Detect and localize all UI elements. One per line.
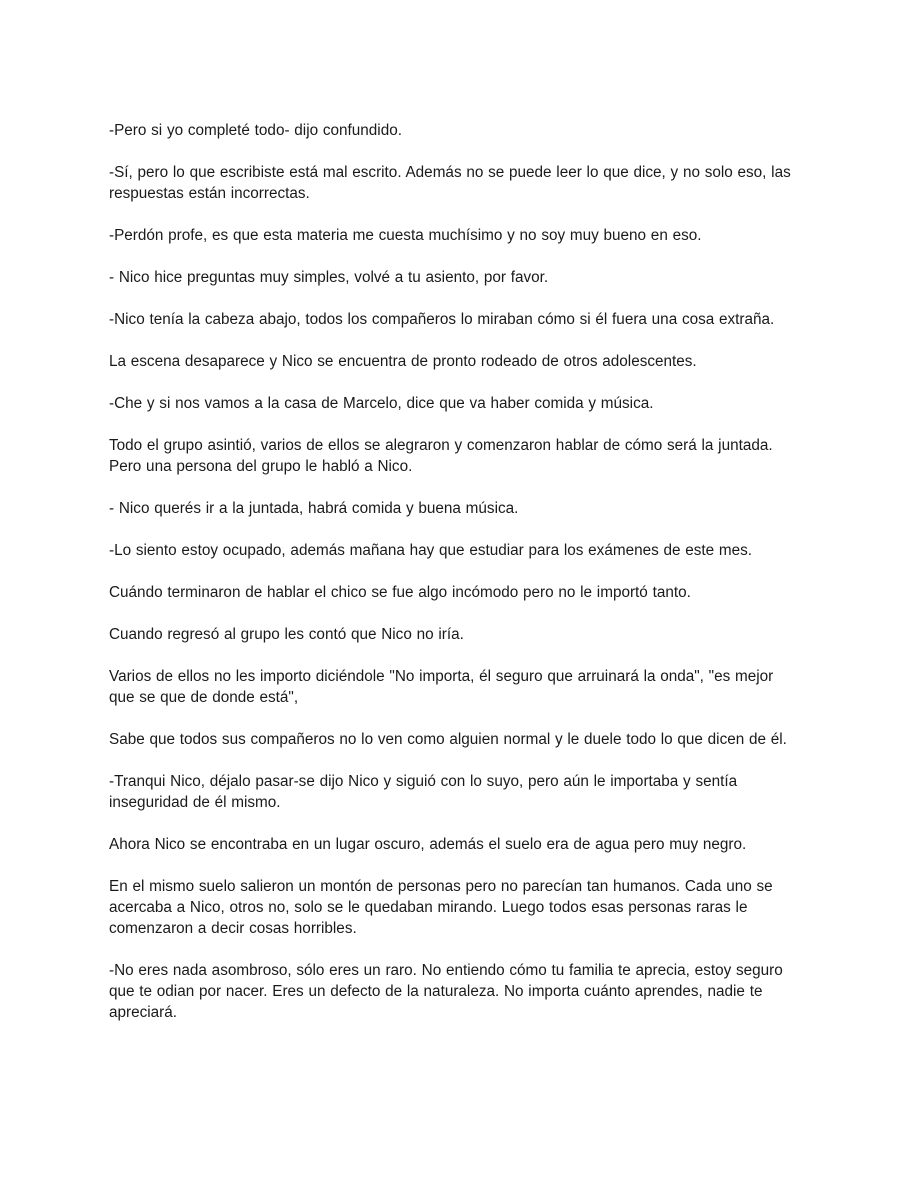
paragraph: La escena desaparece y Nico se encuentra de pronto rodeado de otros adolescentes.: [109, 353, 697, 370]
paragraph: -No eres nada asombroso, sólo eres un raro. No entiendo cómo tu familia te aprecia, estoy seguro que te odian por nacer. Eres un defecto de la naturaleza. No importa cuánto aprendes, nadie te apreciará.: [109, 962, 783, 1021]
paragraph: Todo el grupo asintió, varios de ellos se alegraron y comenzaron hablar de cómo será la juntada. Pero una persona del grupo le habló a Nico.: [109, 437, 773, 475]
paragraph: Sabe que todos sus compañeros no lo ven como alguien normal y le duele todo lo que dicen de él.: [109, 731, 787, 748]
paragraph: Cuándo terminaron de hablar el chico se fue algo incómodo pero no le importó tanto.: [109, 584, 691, 601]
paragraph: - Nico querés ir a la juntada, habrá comida y buena música.: [109, 500, 519, 517]
paragraph: -Che y si nos vamos a la casa de Marcelo, dice que va haber comida y música.: [109, 395, 654, 412]
document-body: [109, 120, 797, 1044]
paragraph: -Tranqui Nico, déjalo pasar-se dijo Nico y siguió con lo suyo, pero aún le importaba y sentía inseguridad de él mismo.: [109, 773, 738, 811]
paragraph: -Sí, pero lo que escribiste está mal escrito. Además no se puede leer lo que dice, y no solo eso, las respuestas están incorrectas.: [109, 164, 791, 202]
paragraph: -Nico tenía la cabeza abajo, todos los compañeros lo miraban cómo si él fuera una cosa extraña.: [109, 311, 775, 328]
paragraph: - Nico hice preguntas muy simples, volvé a tu asiento, por favor.: [109, 269, 549, 286]
paragraph: -Perdón profe, es que esta materia me cuesta muchísimo y no soy muy bueno en eso.: [109, 227, 702, 244]
paragraph: En el mismo suelo salieron un montón de personas pero no parecían tan humanos. Cada uno se acercaba a Nico, otros no, solo se le quedaban mirando. Luego todos esas personas raras le comenzaron a decir cosas horribles.: [109, 878, 773, 937]
paragraph: -Pero si yo completé todo- dijo confundido.: [109, 122, 402, 139]
paragraph: Varios de ellos no les importo diciéndole "No importa, él seguro que arruinará la onda", "es mejor que se que de donde está",: [109, 668, 774, 706]
paragraph: Ahora Nico se encontraba en un lugar oscuro, además el suelo era de agua pero muy negro.: [109, 836, 747, 853]
paragraph: Cuando regresó al grupo les contó que Nico no iría.: [109, 626, 464, 643]
paragraph: -Lo siento estoy ocupado, además mañana hay que estudiar para los exámenes de este mes.: [109, 542, 753, 559]
